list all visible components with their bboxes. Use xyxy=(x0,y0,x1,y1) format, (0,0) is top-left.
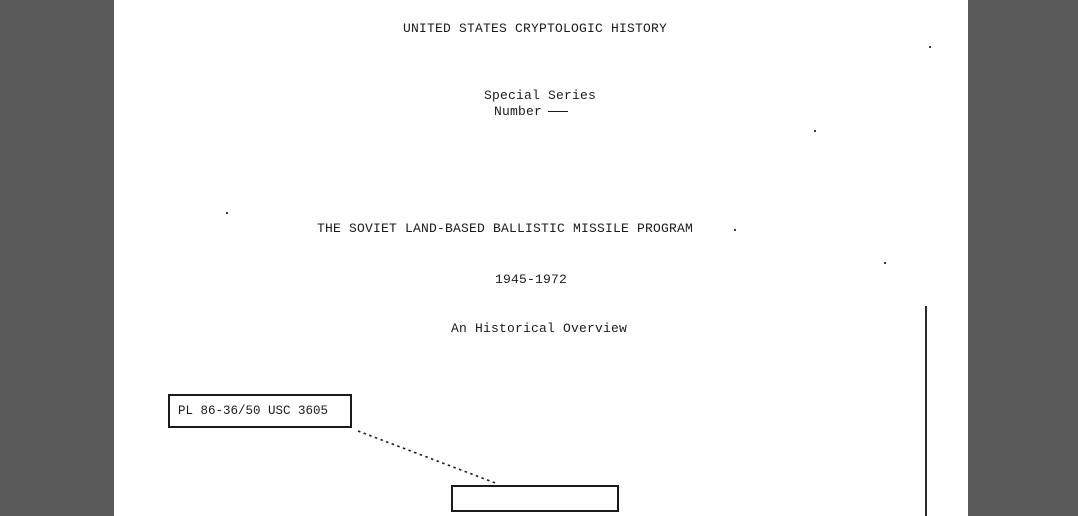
document-title: THE SOVIET LAND-BASED BALLISTIC MISSILE PROGRAM xyxy=(316,221,694,236)
redaction-box xyxy=(451,485,619,512)
number-label: Number xyxy=(493,104,542,119)
exemption-stamp-box: PL 86-36/50 USC 3605 xyxy=(168,394,352,428)
document-subtitle: An Historical Overview xyxy=(450,321,628,336)
document-years: 1945-1972 xyxy=(494,272,567,287)
number-line xyxy=(114,104,958,119)
document-page xyxy=(114,0,968,516)
page-edge-line xyxy=(925,306,927,516)
series-line: Special Series xyxy=(483,88,597,103)
redaction-leader-line xyxy=(114,0,968,516)
scan-speck xyxy=(734,229,736,231)
scan-speck xyxy=(814,130,816,132)
scan-speck xyxy=(929,46,931,48)
number-blank xyxy=(548,111,568,112)
scan-speck xyxy=(226,212,228,214)
scan-speck xyxy=(884,262,886,264)
document-header: UNITED STATES CRYPTOLOGIC HISTORY xyxy=(402,21,668,36)
